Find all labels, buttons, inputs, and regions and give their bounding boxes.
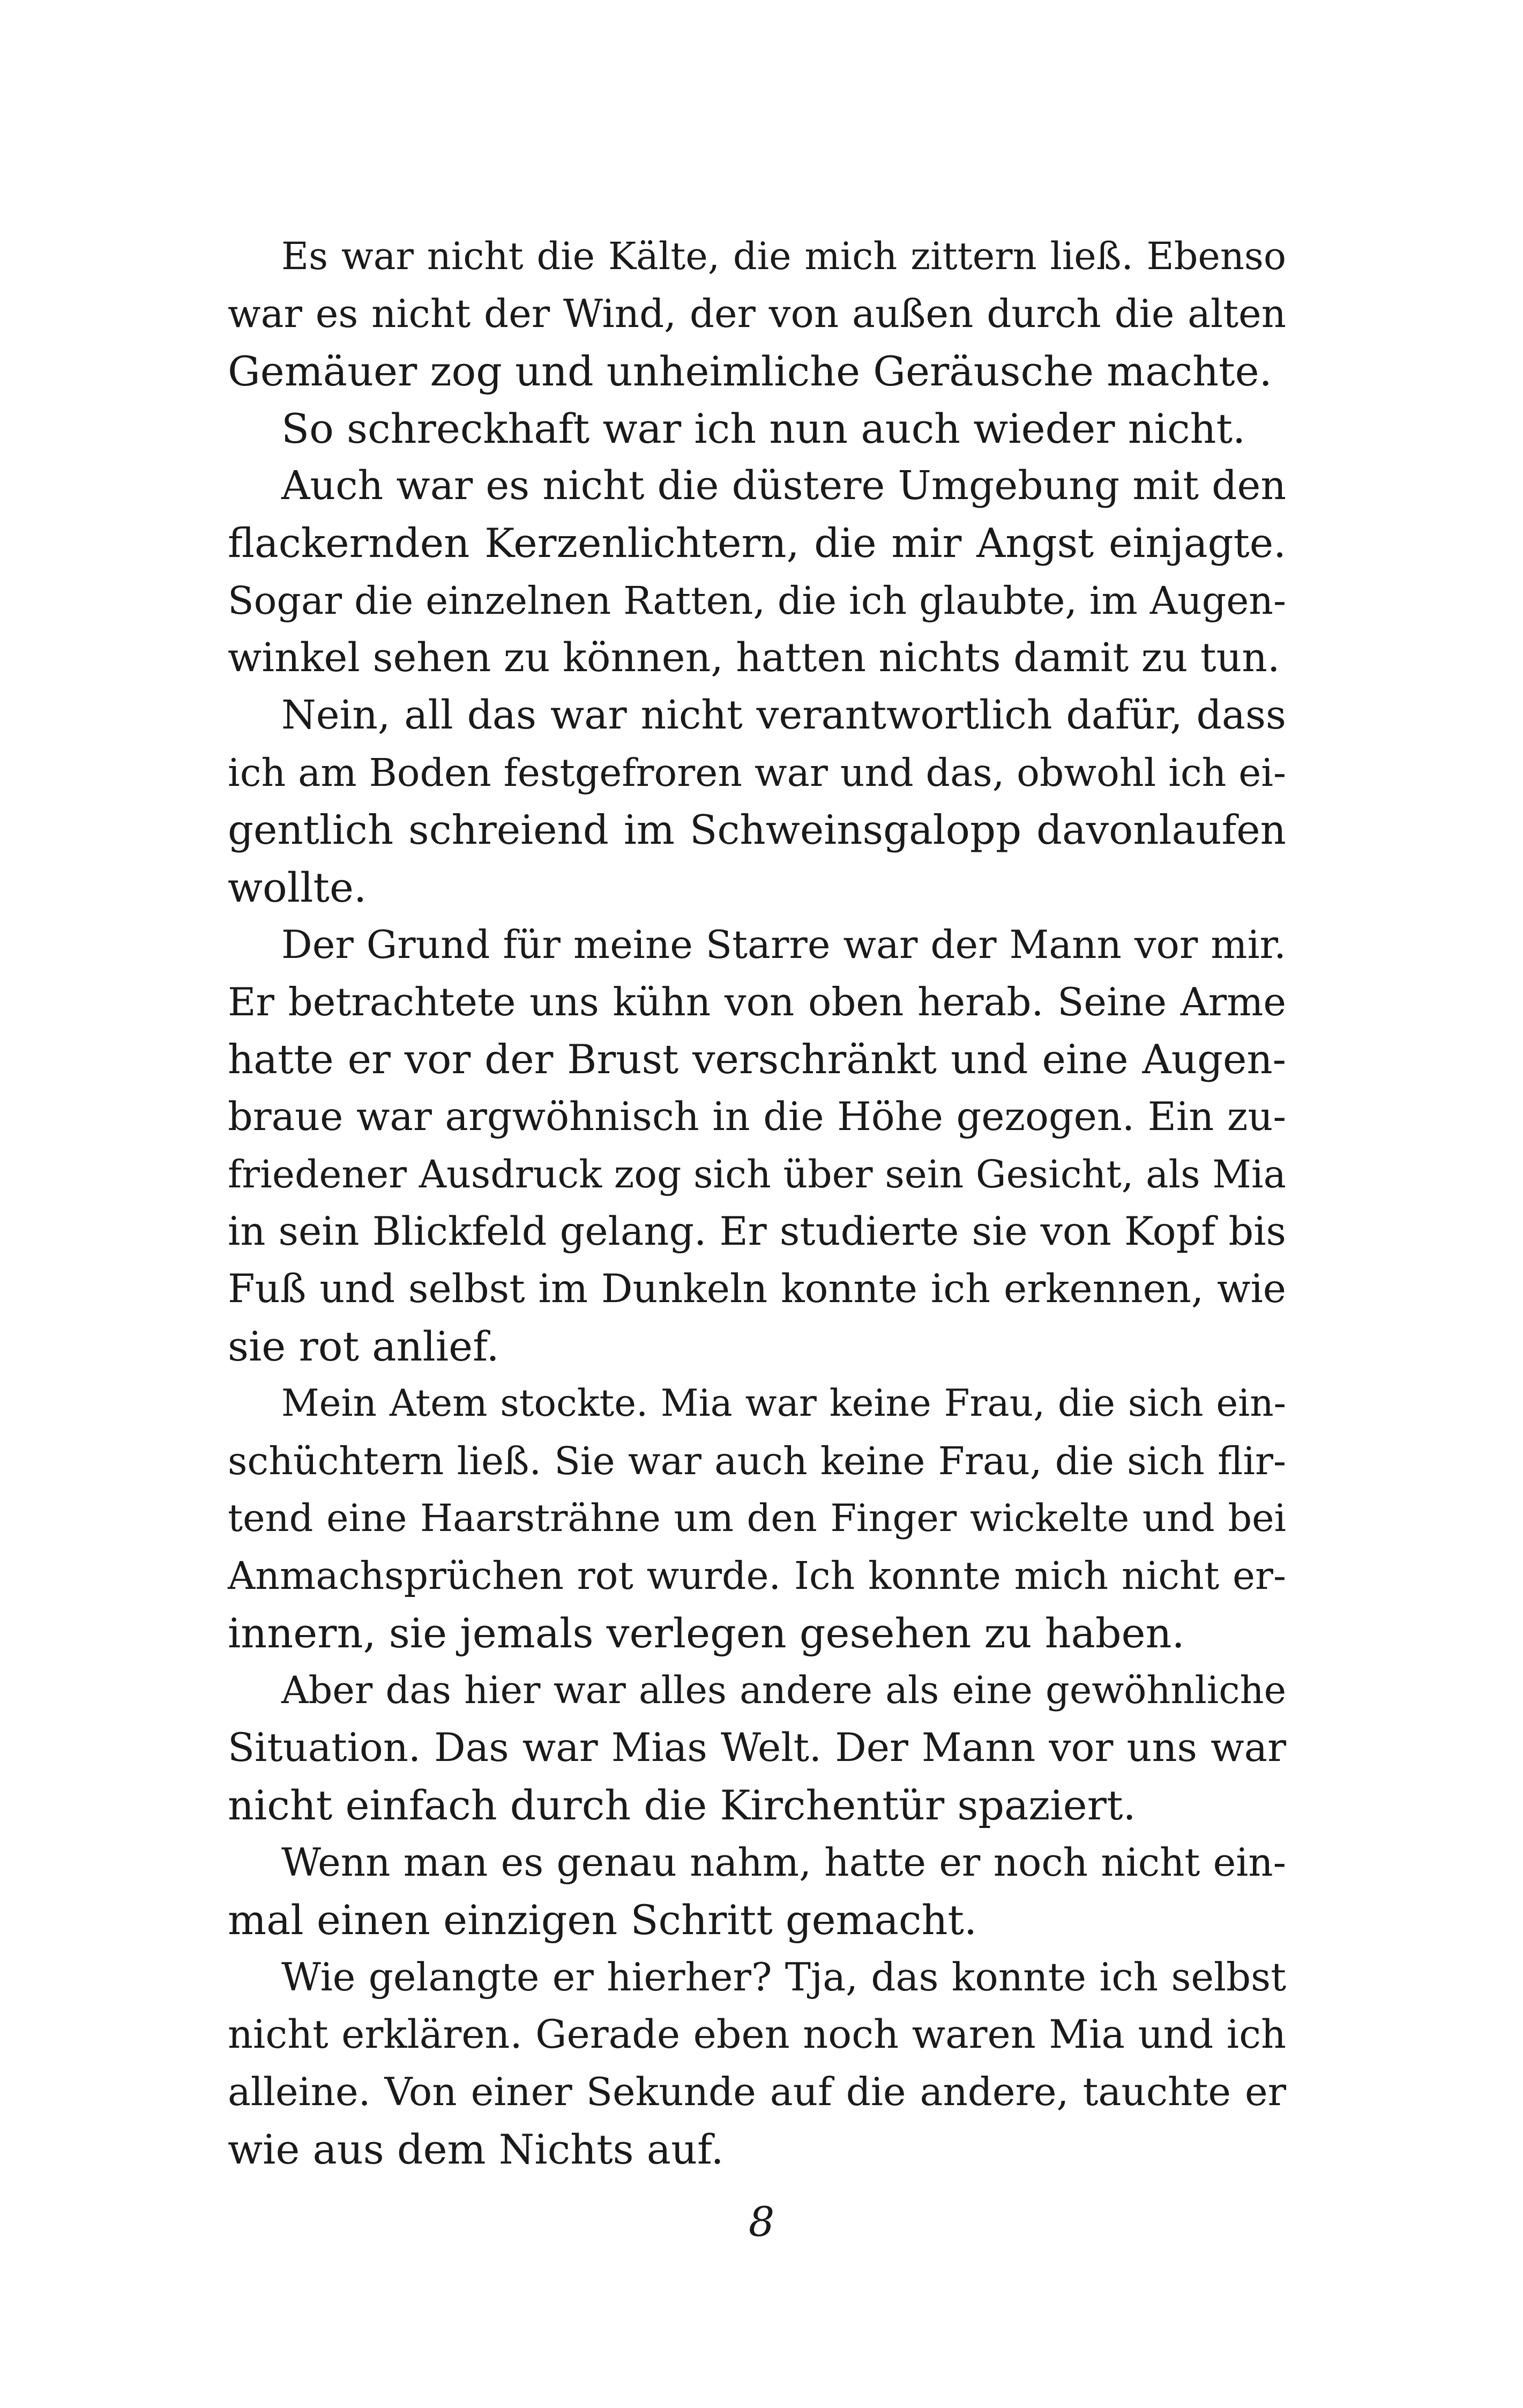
- text-line: flackernden Kerzenlichtern, die mir Angst einjagte.: [228, 519, 1286, 567]
- text-line: braue war argwöhnisch in die Höhe gezogen. Ein zu-: [228, 1094, 1286, 1140]
- text-line: Es war nicht die Kälte, die mich zittern ließ. Ebenso: [281, 234, 1286, 278]
- text-line: in sein Blickfeld gelang. Er studierte sie von Kopf bis: [228, 1209, 1286, 1254]
- body-text: [228, 228, 1286, 2178]
- text-line: Fuß und selbst im Dunkeln konnte ich erkennen, wie: [228, 1266, 1286, 1312]
- text-line: Aber das hier war alles andere als eine gewöhnliche: [281, 1668, 1286, 1712]
- text-line: winkel sehen zu können, hatten nichts damit zu tun.: [228, 635, 1280, 681]
- text-line: Mein Atem stockte. Mia war keine Frau, die sich ein-: [281, 1382, 1286, 1425]
- text-line: gentlich schreiend im Schweinsgalopp davonlaufen: [228, 806, 1286, 853]
- text-line: Sogar die einzelnen Ratten, die ich glaubte, im Augen-: [228, 578, 1286, 623]
- text-line: Gemäuer zog und unheimliche Geräusche machte.: [228, 347, 1272, 395]
- text-line: mal einen einzigen Schritt gemacht.: [228, 1896, 977, 1944]
- text-line: Er betrachtete uns kühn von oben herab. Seine Arme: [228, 979, 1286, 1024]
- text-line: innern, sie jemals verlegen gesehen zu haben.: [228, 1609, 1185, 1657]
- page-number: 8: [748, 2198, 775, 2246]
- text-line: Auch war es nicht die düstere Umgebung mit den: [281, 463, 1286, 509]
- text-line: Wenn man es genau nahm, hatte er noch nicht ein-: [281, 1840, 1286, 1885]
- text-line: war es nicht der Wind, der von außen durch die alten: [228, 291, 1286, 336]
- text-line: schüchtern ließ. Sie war auch keine Frau, die sich flir-: [228, 1439, 1286, 1483]
- text-line: Nein, all das war nicht verantwortlich dafür, dass: [281, 692, 1286, 738]
- text-line: wollte.: [228, 864, 367, 911]
- text-line: Der Grund für meine Starre war der Mann vor mir.: [281, 922, 1286, 967]
- text-line: So schreckhaft war ich nun auch wieder nicht.: [281, 405, 1246, 452]
- text-line: nicht erklären. Gerade eben noch waren Mia und ich: [228, 2012, 1286, 2057]
- text-line: tend eine Haarsträhne um den Finger wickelte und bei: [228, 1496, 1286, 1540]
- text-line: hatte er vor der Brust verschränkt und eine Augen-: [228, 1036, 1286, 1083]
- text-line: ich am Boden festgefroren war und das, obwohl ich ei-: [228, 750, 1286, 795]
- text-line: sie rot anlief.: [228, 1322, 499, 1370]
- text-line: Anmachsprüchen rot wurde. Ich konnte mich nicht er-: [228, 1554, 1286, 1598]
- text-line: nicht einfach durch die Kirchentür spaziert.: [228, 1781, 1136, 1829]
- text-line: wie aus dem Nichts auf.: [228, 2125, 724, 2173]
- text-line: alleine. Von einer Sekunde auf die andere, tauchte er: [228, 2069, 1286, 2114]
- text-line: Wie gelangte er hierher? Tja, das konnte ich selbst: [281, 1954, 1286, 2000]
- text-line: Situation. Das war Mias Welt. Der Mann vor uns war: [228, 1725, 1286, 1771]
- text-line: friedener Ausdruck zog sich über sein Gesicht, als Mia: [228, 1152, 1286, 1196]
